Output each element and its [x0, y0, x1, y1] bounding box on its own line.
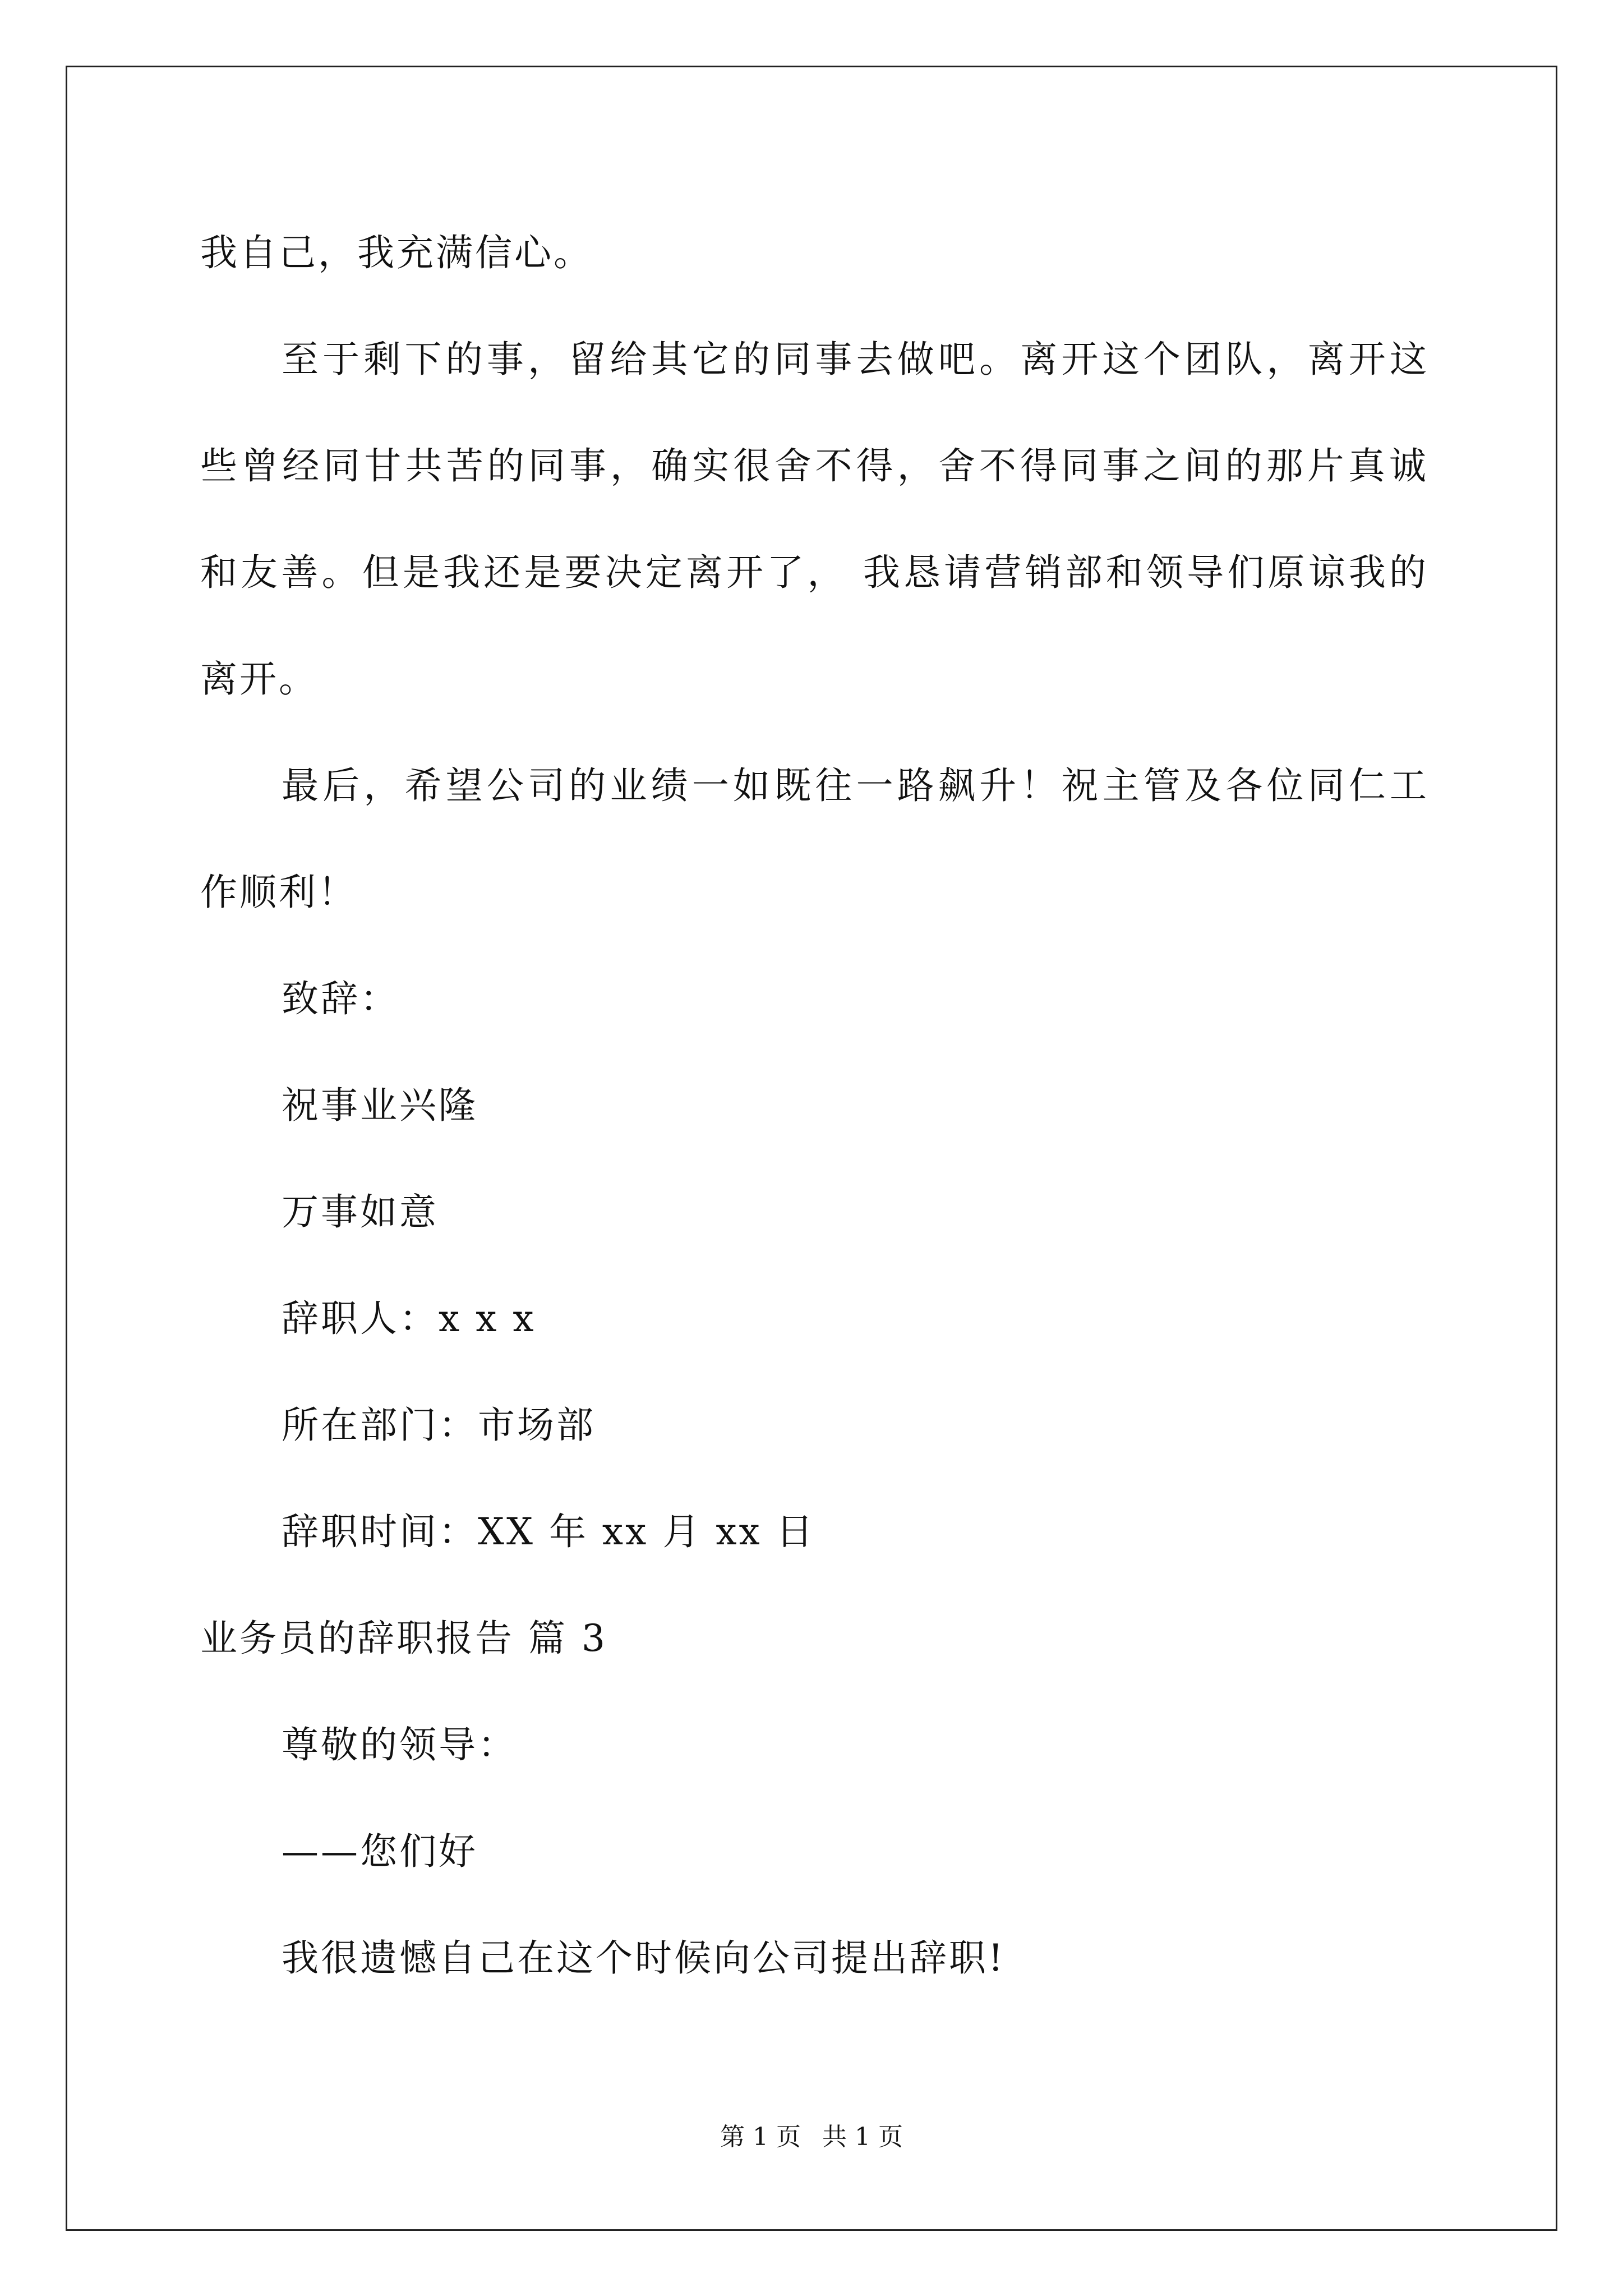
page-number: 第 1 页	[720, 2123, 801, 2151]
body-line: 最后，希望公司的业绩一如既往一路飙升！祝主管及各位同仁工	[282, 764, 1429, 807]
body-line: 至于剩下的事，留给其它的同事去做吧。离开这个团队，离开这	[282, 338, 1429, 381]
page-total: 共 1 页	[822, 2123, 903, 2151]
page-footer	[0, 2120, 1623, 2154]
body-line: 和友善。但是我还是要决定离开了， 我恳请营销部和领导们原谅我的	[200, 551, 1428, 594]
body-line: 些曾经同甘共苦的同事，确实很舍不得，舍不得同事之间的那片真诚	[200, 444, 1428, 487]
closing-salutation: 致辞：	[282, 977, 399, 1020]
department: 所在部门：市场部	[282, 1404, 596, 1447]
resigner-name: 辞职人：x x x	[282, 1297, 536, 1340]
body-line: 作顺利！	[200, 871, 357, 914]
closing-wish: 祝事业兴隆	[282, 1084, 478, 1127]
greeting: 尊敬的领导：	[282, 1723, 517, 1766]
body-line: 离开。	[200, 657, 318, 701]
body-line: 我自己，我充满信心。	[200, 231, 593, 274]
section-heading: 业务员的辞职报告 篇 3	[200, 1617, 607, 1660]
resign-date: 辞职时间：XX 年 xx 月 xx 日	[282, 1510, 815, 1553]
body-line: 我很遗憾自己在这个时候向公司提出辞职!	[282, 1936, 1006, 1980]
closing-wish: 万事如意	[282, 1190, 439, 1234]
greeting: ——您们好	[282, 1830, 478, 1873]
page-border	[66, 66, 1557, 2231]
